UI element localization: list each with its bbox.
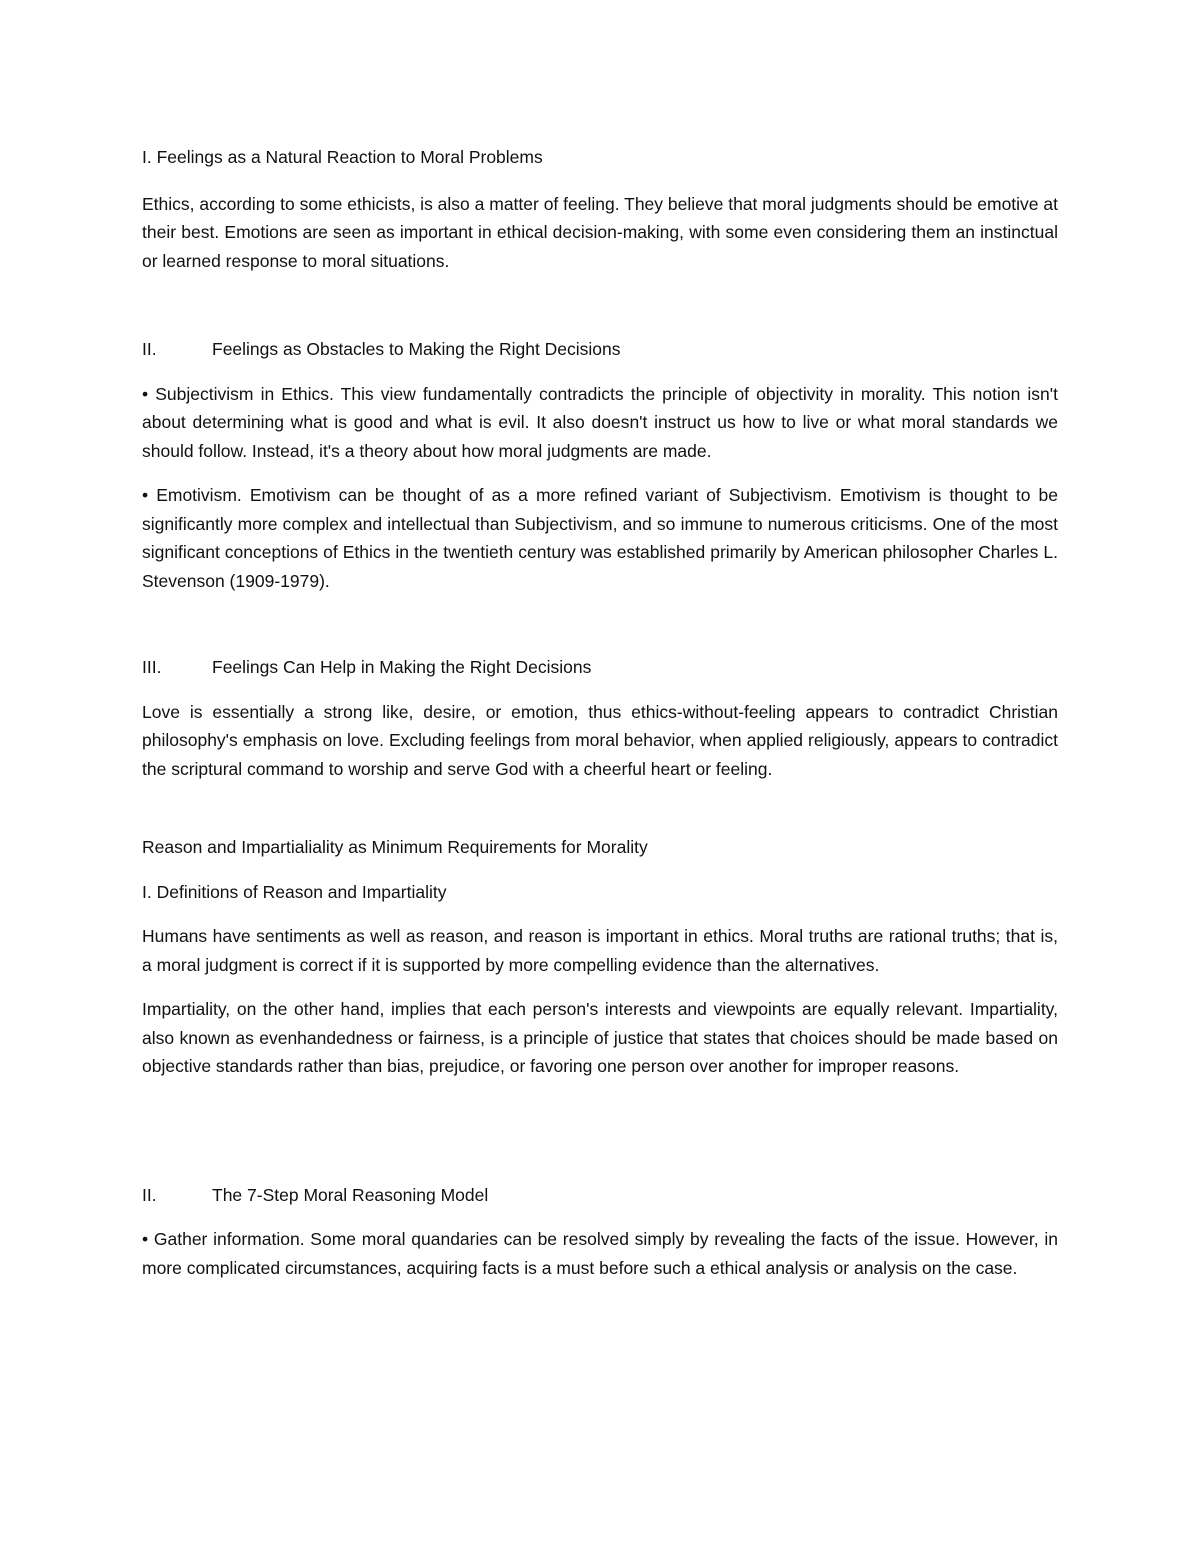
part-title: Reason and Impartialiality as Minimum Requirements for Morality	[142, 837, 648, 857]
section-heading	[142, 335, 1058, 364]
section-title: Feelings as Obstacles to Making the Right Decisions	[212, 339, 621, 359]
paragraph: Ethics, according to some ethicists, is also a matter of feeling. They believe that moral judgments should be emotive at their best. Emotions are seen as important in ethical decision-making, with some even considering them an instinctual or learned response to moral situations.	[142, 193, 1058, 271]
section-number: II.	[142, 1184, 157, 1205]
section-number: II.	[142, 339, 157, 359]
section-title: The 7-Step Moral Reasoning Model	[212, 1184, 489, 1205]
paragraph: Impartiality, on the other hand, implies that each person's interests and viewpoints are equally relevant. Impartiality, also known as evenhandedness or fairness, is a principle of justice that states that choices should be made based on objective standards rather than bias, prejudice, or favoring one person over another for improper reasons.	[142, 999, 1058, 1076]
section-heading	[142, 1181, 1058, 1210]
section-heading: I. Feelings as a Natural Reaction to Moral Problems	[142, 147, 543, 167]
paragraph: Humans have sentiments as well as reason, and reason is important in ethics. Moral truths are rational truths; that is, a moral judgment is correct if it is supported by more compelling evidence than the alternatives.	[142, 926, 1058, 975]
bullet-paragraph: • Subjectivism in Ethics. This view fundamentally contradicts the principle of objectivity in morality. This notion isn't about determining what is good and what is evil. It also doesn't instruct us how to live or what moral standards we should follow. Instead, it's a theory about how moral judgments are made.	[142, 383, 1058, 461]
bullet-paragraph: • Gather information. Some moral quandaries can be resolved simply by revealing the facts of the issue. However, in more complicated circumstances, acquiring facts is a must before such a ethical analysis or analysis on the case.	[142, 1229, 1058, 1278]
document-content	[142, 143, 1058, 1282]
section-heading: I. Definitions of Reason and Impartiality	[142, 881, 447, 902]
bullet-paragraph: • Emotivism. Emotivism can be thought of as a more refined variant of Subjectivism. Emotivism is thought to be significantly more complex and intellectual than Subjectivism, and so immune to numerous criticisms. One of the most significant conceptions of Ethics in the twentieth century was established primarily by American philosopher Charles L. Stevenson (1909-1979).	[142, 485, 1058, 591]
section-title: Feelings Can Help in Making the Right Decisions	[212, 657, 592, 677]
paragraph: Love is essentially a strong like, desire, or emotion, thus ethics-without-feeling appears to contradict Christian philosophy's emphasis on love. Excluding feelings from moral behavior, when applied religiously, appears to contradict the scriptural command to worship and serve God with a cheerful heart or feeling.	[142, 701, 1058, 779]
section-number: III.	[142, 657, 162, 677]
section-heading	[142, 653, 1058, 682]
